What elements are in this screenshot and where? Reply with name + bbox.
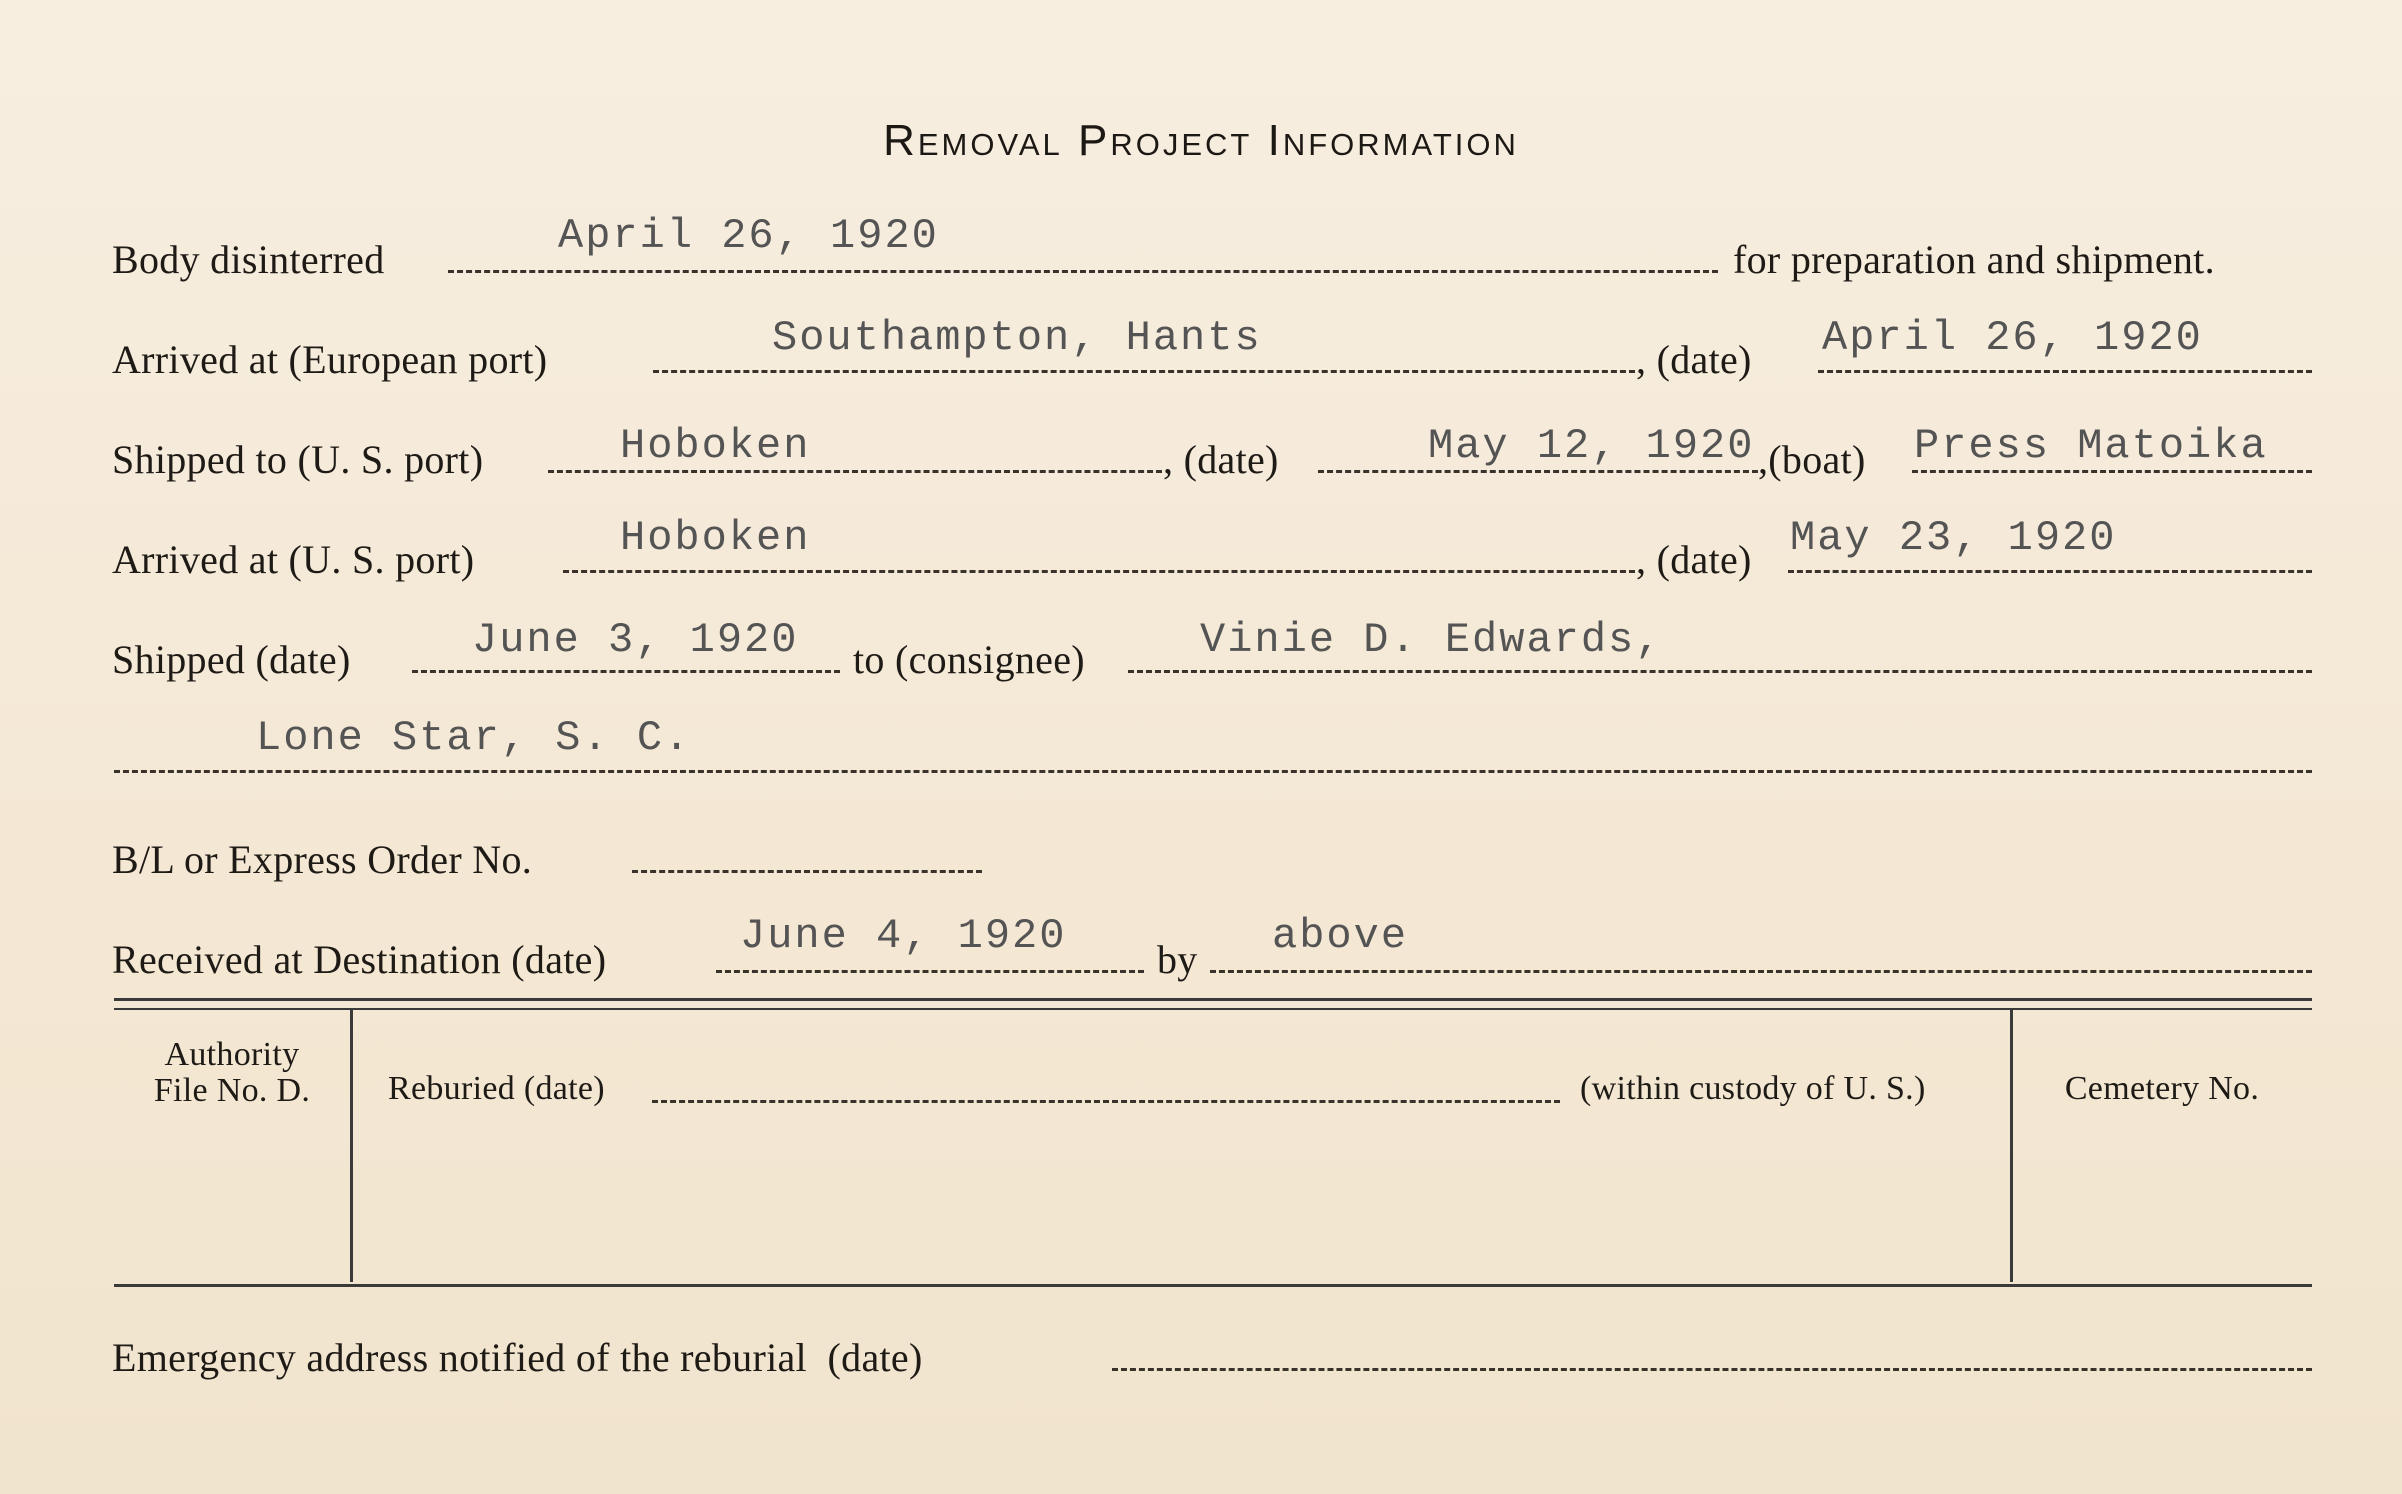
european-port-value: Southampton, Hants bbox=[772, 314, 1262, 362]
boat-value: Press Matoika bbox=[1914, 422, 2268, 470]
emergency-address-label: Emergency address notified of the reburial (date) bbox=[112, 1335, 923, 1380]
arrived-us-date-label: , (date) bbox=[1636, 537, 1752, 582]
received-destination-line bbox=[716, 970, 1144, 973]
shipped-date-label: , (date) bbox=[1163, 437, 1279, 482]
arrived-us-date-line bbox=[1788, 570, 2312, 573]
consignee-address-line bbox=[114, 770, 2312, 773]
boat-label: ,(boat) bbox=[1758, 437, 1866, 482]
shipped-date-value: May 12, 1920 bbox=[1428, 422, 1755, 470]
shipped-final-date-line bbox=[412, 670, 840, 673]
body-disinterred-line bbox=[448, 270, 1718, 273]
european-port-date-label: , (date) bbox=[1636, 337, 1752, 382]
authority-label-line1: Authority bbox=[164, 1036, 300, 1073]
reburied-line bbox=[652, 1100, 1560, 1103]
bl-express-order-line bbox=[632, 870, 982, 873]
table-top-rule-inner bbox=[114, 1008, 2312, 1010]
received-destination-label: Received at Destination (date) bbox=[112, 937, 607, 982]
bl-express-order-label: B/L or Express Order No. bbox=[112, 837, 533, 882]
consignee-label: to (consignee) bbox=[853, 637, 1085, 682]
authority-label-line2: File No. D. bbox=[153, 1072, 311, 1109]
shipped-date-line bbox=[1318, 470, 1758, 473]
body-disinterred-label: Body disinterred bbox=[112, 237, 385, 282]
received-by-value: above bbox=[1272, 912, 1409, 960]
custody-label: (within custody of U. S.) bbox=[1580, 1070, 1926, 1107]
shipped-final-date-label: Shipped (date) bbox=[112, 637, 351, 682]
shipped-to-port-value: Hoboken bbox=[620, 422, 811, 470]
european-port-date-value: April 26, 1920 bbox=[1822, 314, 2203, 362]
arrived-us-port-label: Arrived at (U. S. port) bbox=[112, 537, 475, 582]
received-by-line bbox=[1210, 970, 2312, 973]
european-port-label: Arrived at (European port) bbox=[112, 337, 548, 382]
emergency-address-line bbox=[1112, 1368, 2312, 1371]
arrived-us-date-value: May 23, 1920 bbox=[1790, 514, 2117, 562]
consignee-line bbox=[1128, 670, 2312, 673]
table-divider-left bbox=[350, 1010, 353, 1282]
consignee-address-value: Lone Star, S. C. bbox=[256, 714, 692, 762]
body-disinterred-value: April 26, 1920 bbox=[558, 212, 939, 260]
consignee-value: Vinie D. Edwards, bbox=[1200, 616, 1663, 664]
european-port-line bbox=[653, 370, 1635, 373]
shipped-final-date-value: June 3, 1920 bbox=[472, 616, 799, 664]
table-bottom-rule bbox=[114, 1284, 2312, 1287]
received-by-label: by bbox=[1157, 937, 1198, 982]
arrived-us-port-value: Hoboken bbox=[620, 514, 811, 562]
table-top-rule bbox=[114, 998, 2312, 1001]
received-destination-value: June 4, 1920 bbox=[740, 912, 1067, 960]
reburied-label: Reburied (date) bbox=[388, 1070, 605, 1107]
european-port-date-line bbox=[1818, 370, 2312, 373]
preparation-shipment-label: for preparation and shipment. bbox=[1733, 237, 2215, 282]
shipped-to-port-label: Shipped to (U. S. port) bbox=[112, 437, 484, 482]
card-title: Removal Project Information bbox=[883, 116, 1519, 165]
boat-line bbox=[1912, 470, 2312, 473]
shipped-to-port-line bbox=[548, 470, 1162, 473]
arrived-us-port-line bbox=[563, 570, 1635, 573]
table-divider-right bbox=[2010, 1010, 2013, 1282]
cemetery-label: Cemetery No. bbox=[2064, 1070, 2260, 1107]
